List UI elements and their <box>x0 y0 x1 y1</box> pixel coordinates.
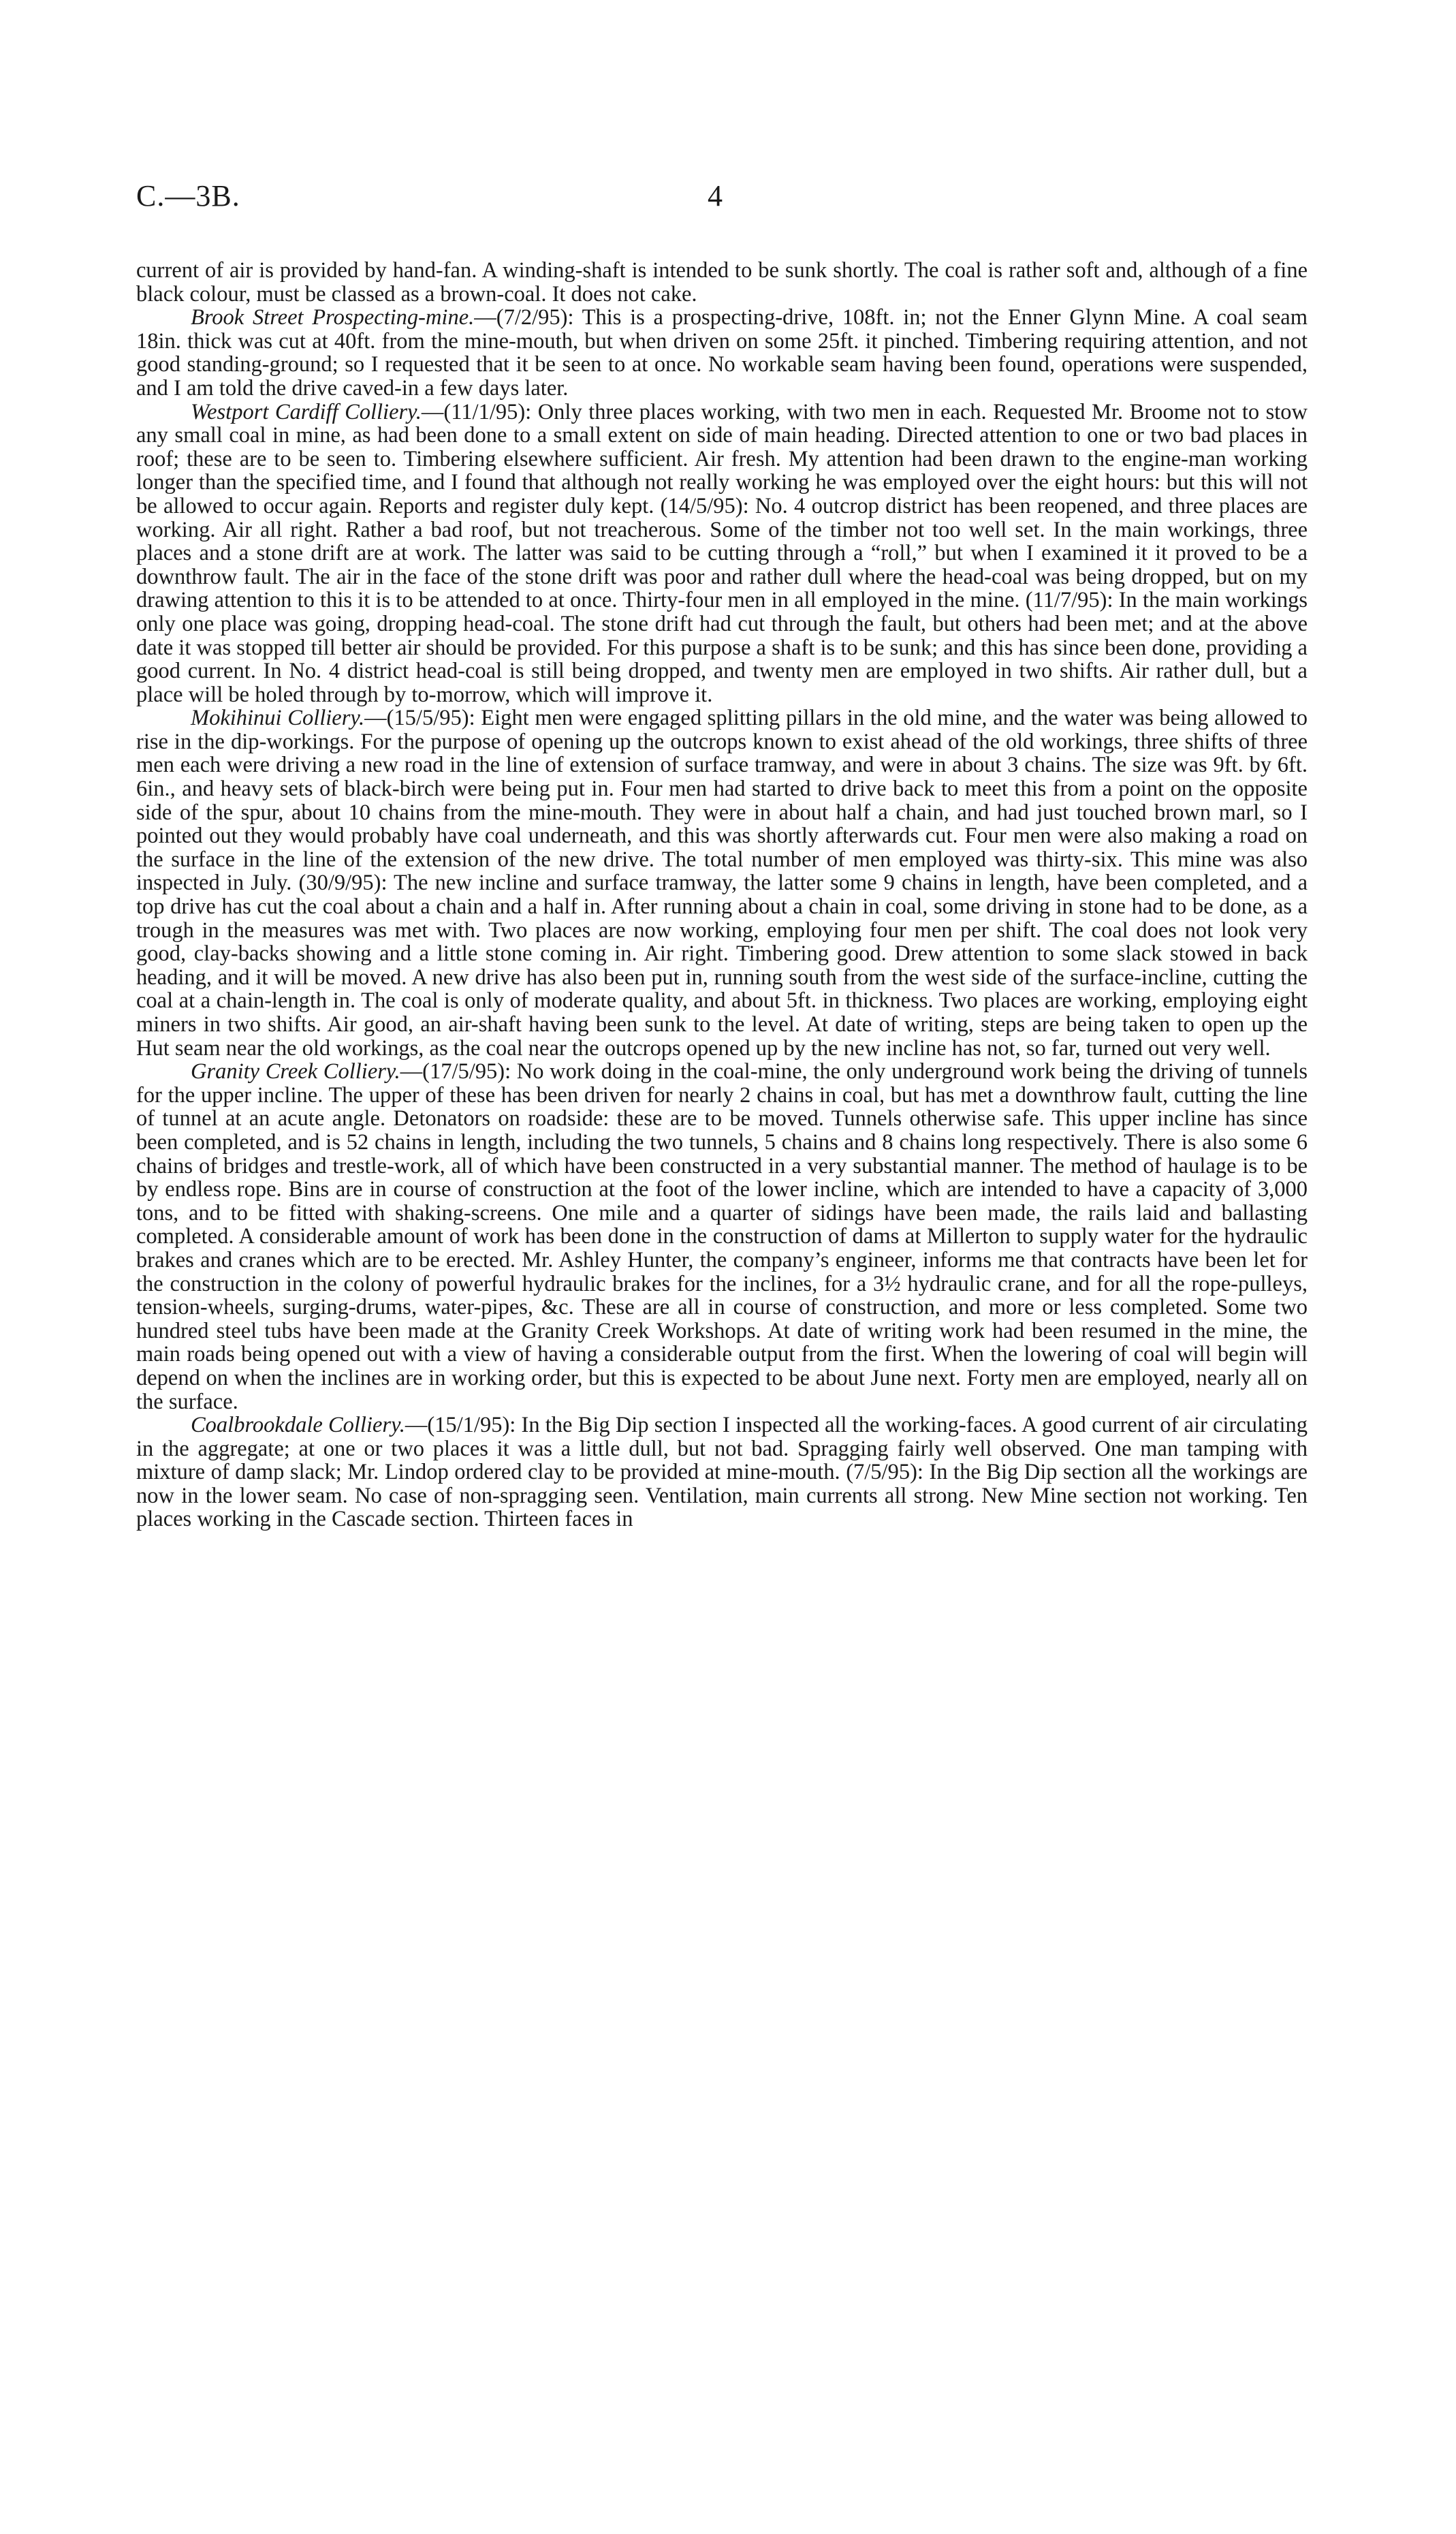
paragraph-text: —(7/2/95): This is a prospecting-drive, 108ft. in; not the Enner Glynn Mine. A coal seam 18in. thick was cut at 40ft. from the mine-mouth, but when driven on some 25ft. it pinched. Timbering requiring attention, and not good standing-ground; so I requested that it be seen to at once. No workable seam having been found, operations were suspended, and I am told the drive caved-in a few days later. <box>136 305 1308 401</box>
paragraph-text: current of air is provided by hand-fan. A winding-shaft is intended to be sunk shortly. The coal is rather soft and, although of a fine black colour, must be classed as a brown-coal. It does not cake. <box>136 258 1308 307</box>
section-heading: Coalbrookdale Colliery. <box>191 1413 405 1438</box>
paragraph-brook-street <box>136 306 1308 400</box>
paragraph-text: —(15/1/95): In the Big Dip section I inspected all the working-faces. A good current of air circulating in the aggregate; at one or two places it was a little dull, but not bad. Spragging fairly well observed. One man tamping with mixture of damp slack; Mr. Lindop ordered clay to be provided at mine-mouth. (7/5/95): In the Big Dip section all the workings are now in the lower seam. No case of non-spragging seen. Ventilation, main currents all strong. New Mine section not working. Ten places working in the Cascade section. Thirteen faces in <box>136 1413 1308 1532</box>
paragraph-text: —(11/1/95): Only three places working, with two men in each. Requested Mr. Broome not to stow any small coal in mine, as had been done to a small extent on side of main heading. Directed attention to one or two bad places in roof; these are to be seen to. Timbering elsewhere sufficient. Air fresh. My attention had been drawn to the engine-man working longer than the specified time, and I found that although not really working he was employed over the eight hours: but this will not be allowed to occur again. Reports and register duly kept. (14/5/95): No. 4 outcrop district has been reopened, and three places are working. Air all right. Rather a bad roof, but not treacherous. Some of the timber not too well set. In the main workings, three places and a stone drift are at work. The latter was said to be cutting through a “roll,” but when I examined it it proved to be a downthrow fault. The air in the face of the stone drift was poor and rather dull where the head-coal was being dropped, but on my drawing attention to this it is to be attended to at once. Thirty-four men in all employed in the mine. (11/7/95): In the main workings only one place was going, dropping head-coal. The stone drift had cut through the fault, but others had been met; and at the above date it was stopped till better air should be provided. For this purpose a shaft is to be sunk; and this has since been done, providing a good current. In No. 4 district head-coal is still being dropped, and twenty men are employed in two shifts. Air rather dull, but a place will be holed through by to-morrow, which will improve it. <box>136 399 1308 707</box>
paragraph-continuation <box>136 259 1308 306</box>
section-heading: Mokihinui Colliery. <box>191 706 365 731</box>
section-heading: Brook Street Prospecting-mine. <box>191 305 475 330</box>
paragraph-text: —(15/5/95): Eight men were engaged splitting pillars in the old mine, and the water was being allowed to rise in the dip-workings. For the purpose of opening up the outcrops known to exist ahead of the old workings, three shifts of three men each were driving a new road in the line of extension of surface tramway, and were in about 3 chains. The size was 9ft. by 6ft. 6in., and heavy sets of black-birch were being put in. Four men had started to drive back to meet this from a point on the opposite side of the spur, about 10 chains from the mine-mouth. They were in about half a chain, and had just touched brown marl, so I pointed out they would probably have coal underneath, and this was shortly afterwards cut. Four men were also making a road on the surface in the line of the extension of the new drive. The total number of men employed was thirty-six. This mine was also inspected in July. (30/9/95): The new incline and surface tramway, the latter some 9 chains in length, have been completed, and a top drive has cut the coal about a chain and a half in. After running about a chain in coal, some driving in stone had to be done, as a trough in the measures was met with. Two places are now working, employing four men per shift. The coal does not look very good, clay-backs showing and a little stone coming in. Air right. Timbering good. Drew attention to some slack stowed in back heading, and it will be moved. A new drive has also been put in, running south from the west side of the surface-incline, cutting the coal at a chain-length in. The coal is only of moderate quality, and about 5ft. in thickness. Two places are working, employing eight miners in two shifts. Air good, an air-shaft having been sunk to the level. At date of writing, steps are being taken to open up the Hut seam near the old workings, as the coal near the outcrops opened up by the new incline has not, so far, turned out very well. <box>136 706 1308 1061</box>
page-header <box>136 178 1294 219</box>
page-number: 4 <box>708 179 723 213</box>
section-heading: Granity Creek Colliery. <box>191 1059 400 1084</box>
document-reference: C.—3B. <box>136 179 240 213</box>
paragraph-westport-cardiff <box>136 401 1308 707</box>
body-text <box>136 259 1308 1531</box>
paragraph-coalbrookdale <box>136 1413 1308 1531</box>
section-heading: Westport Cardiff Colliery. <box>191 399 422 424</box>
paragraph-text: —(17/5/95): No work doing in the coal-mine, the only underground work being the driving of tunnels for the upper incline. The upper of these has been driven for nearly 2 chains in coal, but has met a downthrow fault, cutting the line of tunnel at an acute angle. Detonators on roadside: these are to be moved. Tunnels otherwise safe. This upper incline has since been completed, and is 52 chains in length, including the two tunnels, 5 chains and 8 chains long respectively. There is also some 6 chains of bridges and trestle-work, all of which have been constructed in a very substantial manner. The method of haulage is to be by endless rope. Bins are in course of construction at the foot of the lower incline, which are intended to have a capacity of 3,000 tons, and to be fitted with shaking-screens. One mile and a quarter of sidings have been made, the rails laid and ballasting completed. A considerable amount of work has been done in the construction of dams at Millerton to supply water for the hydraulic brakes and cranes which are to be erected. Mr. Ashley Hunter, the company’s engineer, informs me that contracts have been let for the construction in the colony of powerful hydraulic brakes for the inclines, for a 3½ hydraulic crane, and for all the rope-pulleys, tension-wheels, surging-drums, water-pipes, &c. These are all in course of construction, and more or less completed. Some two hundred steel tubs have been made at the Granity Creek Workshops. At date of writing work had been resumed in the mine, the main roads being opened out with a view of having a considerable output from the first. When the lowering of coal will begin will depend on when the inclines are in working order, but this is expected to be about June next. Forty men are employed, nearly all on the surface. <box>136 1059 1308 1414</box>
paragraph-granity-creek <box>136 1060 1308 1413</box>
paragraph-mokihinui <box>136 706 1308 1060</box>
